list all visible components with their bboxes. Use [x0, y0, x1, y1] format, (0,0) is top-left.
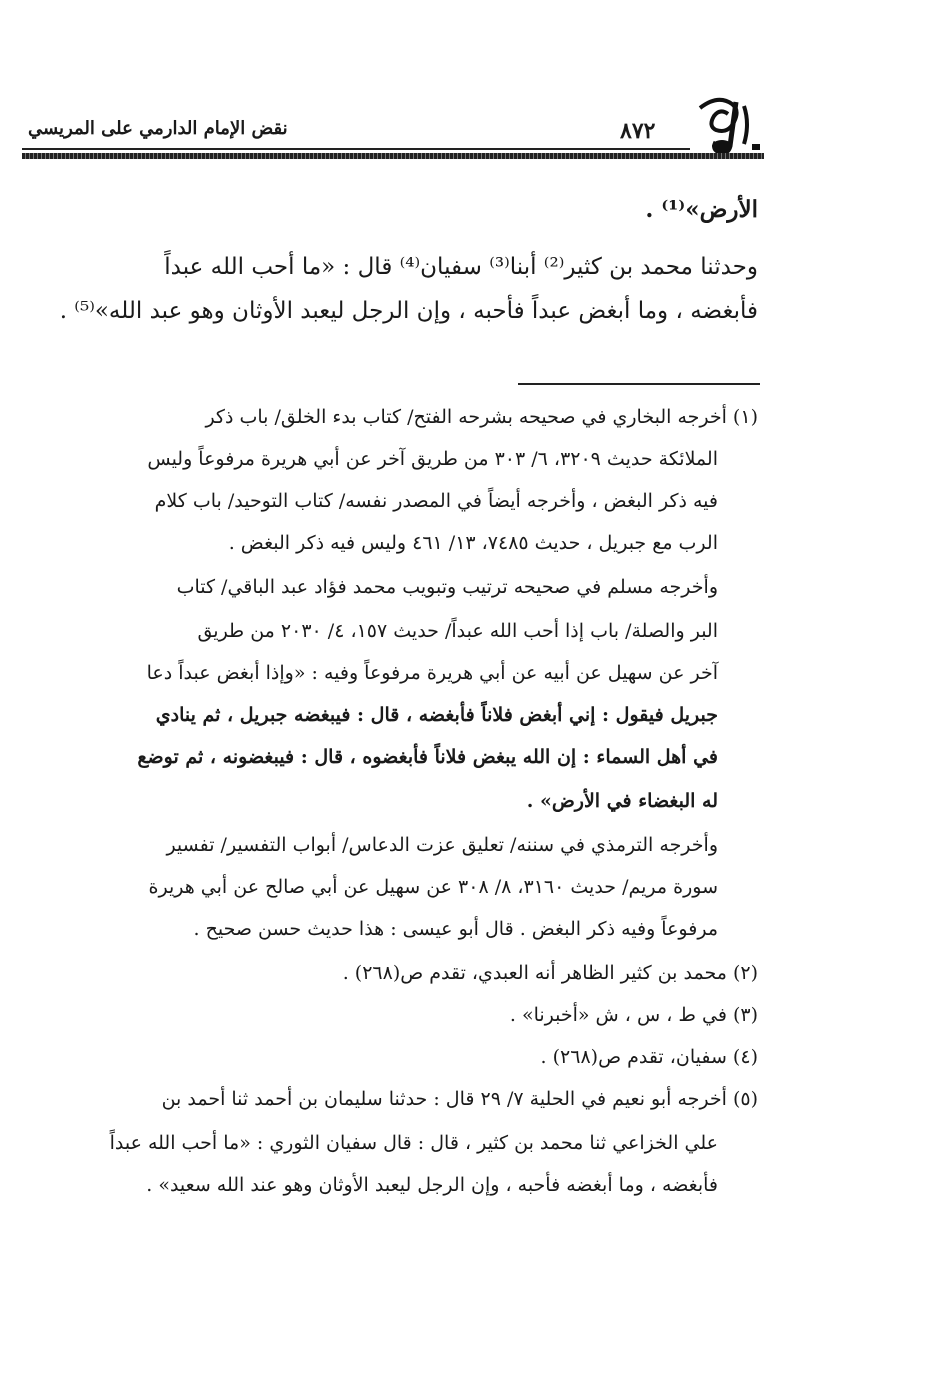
footnote-line: الرب مع جبريل ، حديث ٧٤٨٥، ١٣/ ٤٦١ وليس فيه ذكر البغض .: [228, 532, 718, 554]
page-header: [22, 92, 764, 162]
calligraphy-ornament-icon: [690, 94, 760, 160]
main-line: وحدثنا محمد بن كثير⁽²⁾ أبنا⁽³⁾ سفيان⁽⁴⁾ قال : «ما أحب الله عبداً: [164, 254, 758, 280]
header-rule: [22, 148, 690, 150]
footnote-line: مرفوعاً وفيه ذكر البغض . قال أبو عيسى : هذا حديث حسن صحيح .: [193, 918, 718, 940]
header-double-rule: [22, 153, 764, 159]
main-line: الأرض»⁽¹⁾ .: [645, 196, 758, 223]
footnote-line: (٢) محمد بن كثير الظاهر أنه العبدي، تقدم ص(٢٦٨) .: [342, 962, 758, 984]
footnote-line: (٥) أخرجه أبو نعيم في الحلية ٧/ ٢٩ قال : حدثنا سليمان بن أحمد ثنا أحمد بن: [161, 1088, 758, 1110]
footnote-line: البر والصلة/ باب إذا أحب الله عبداً/ حديث ١٥٧، ٤/ ٢٠٣٠ من طريق: [197, 620, 718, 642]
footnote-line: في أهل السماء : إن الله يبغض فلاناً فأبغضوه ، قال : فيبغضونه ، ثم توضع: [137, 746, 718, 768]
footnote-line: وأخرجه الترمذي في سننه/ تعليق عزت الدعاس/ أبواب التفسير/ تفسير: [166, 834, 718, 856]
main-line: فأبغضه ، وما أبغض عبداً فأحبه ، وإن الرجل ليعبد الأوثان وهو عبد الله»⁽⁵⁾ .: [59, 298, 758, 324]
main-text: [52, 190, 758, 340]
footnote-line: آخر عن سهيل عن أبيه عن أبي هريرة مرفوعاً وفيه : «وإذا أبغض عبداً دعا: [146, 662, 718, 684]
footnotes: [30, 398, 758, 1228]
footnote-line: الملائكة حديث ٣٢٠٩، ٦/ ٣٠٣ من طريق آخر عن أبي هريرة مرفوعاً وليس: [147, 448, 718, 470]
footnote-line: فيه ذكر البغض ، وأخرجه أيضاً في المصدر نفسه/ كتاب التوحيد/ باب كلام: [154, 490, 718, 512]
book-title: نقض الإمام الدارمي على المريسي: [28, 118, 288, 139]
footnote-line: (٣) في ط ، س ، ش «أخبرنا» .: [509, 1004, 758, 1026]
footnote-line: له البغضاء في الأرض» .: [526, 790, 718, 812]
footnote-line: (٤) سفيان، تقدم ص(٢٦٨) .: [540, 1046, 758, 1068]
footnote-line: (١) أخرجه البخاري في صحيحه بشرحه الفتح/ كتاب بدء الخلق/ باب ذكر: [205, 406, 758, 428]
footnote-separator: [518, 383, 760, 385]
page-number: ٨٧٢: [620, 118, 656, 144]
footnote-line: فأبغضه ، وما أبغضه فأحبه ، وإن الرجل ليعبد الأوثان وهو عند الله سعيد» .: [146, 1174, 718, 1196]
footnote-line: سورة مريم/ حديث ٣١٦٠، ٨/ ٣٠٨ عن سهيل عن أبي صالح عن أبي هريرة: [148, 876, 718, 898]
footnote-line: علي الخزاعي ثنا محمد بن كثير ، قال : قال سفيان الثوري : «ما أحب الله عبداً: [109, 1132, 718, 1154]
footnote-line: جبريل فيقول : إني أبغض فلاناً فأبغضه ، قال : فيبغضه جبريل ، ثم ينادي: [155, 704, 718, 726]
footnote-line: وأخرجه مسلم في صحيحه ترتيب وتبويب محمد فؤاد عبد الباقي/ كتاب: [176, 576, 718, 598]
